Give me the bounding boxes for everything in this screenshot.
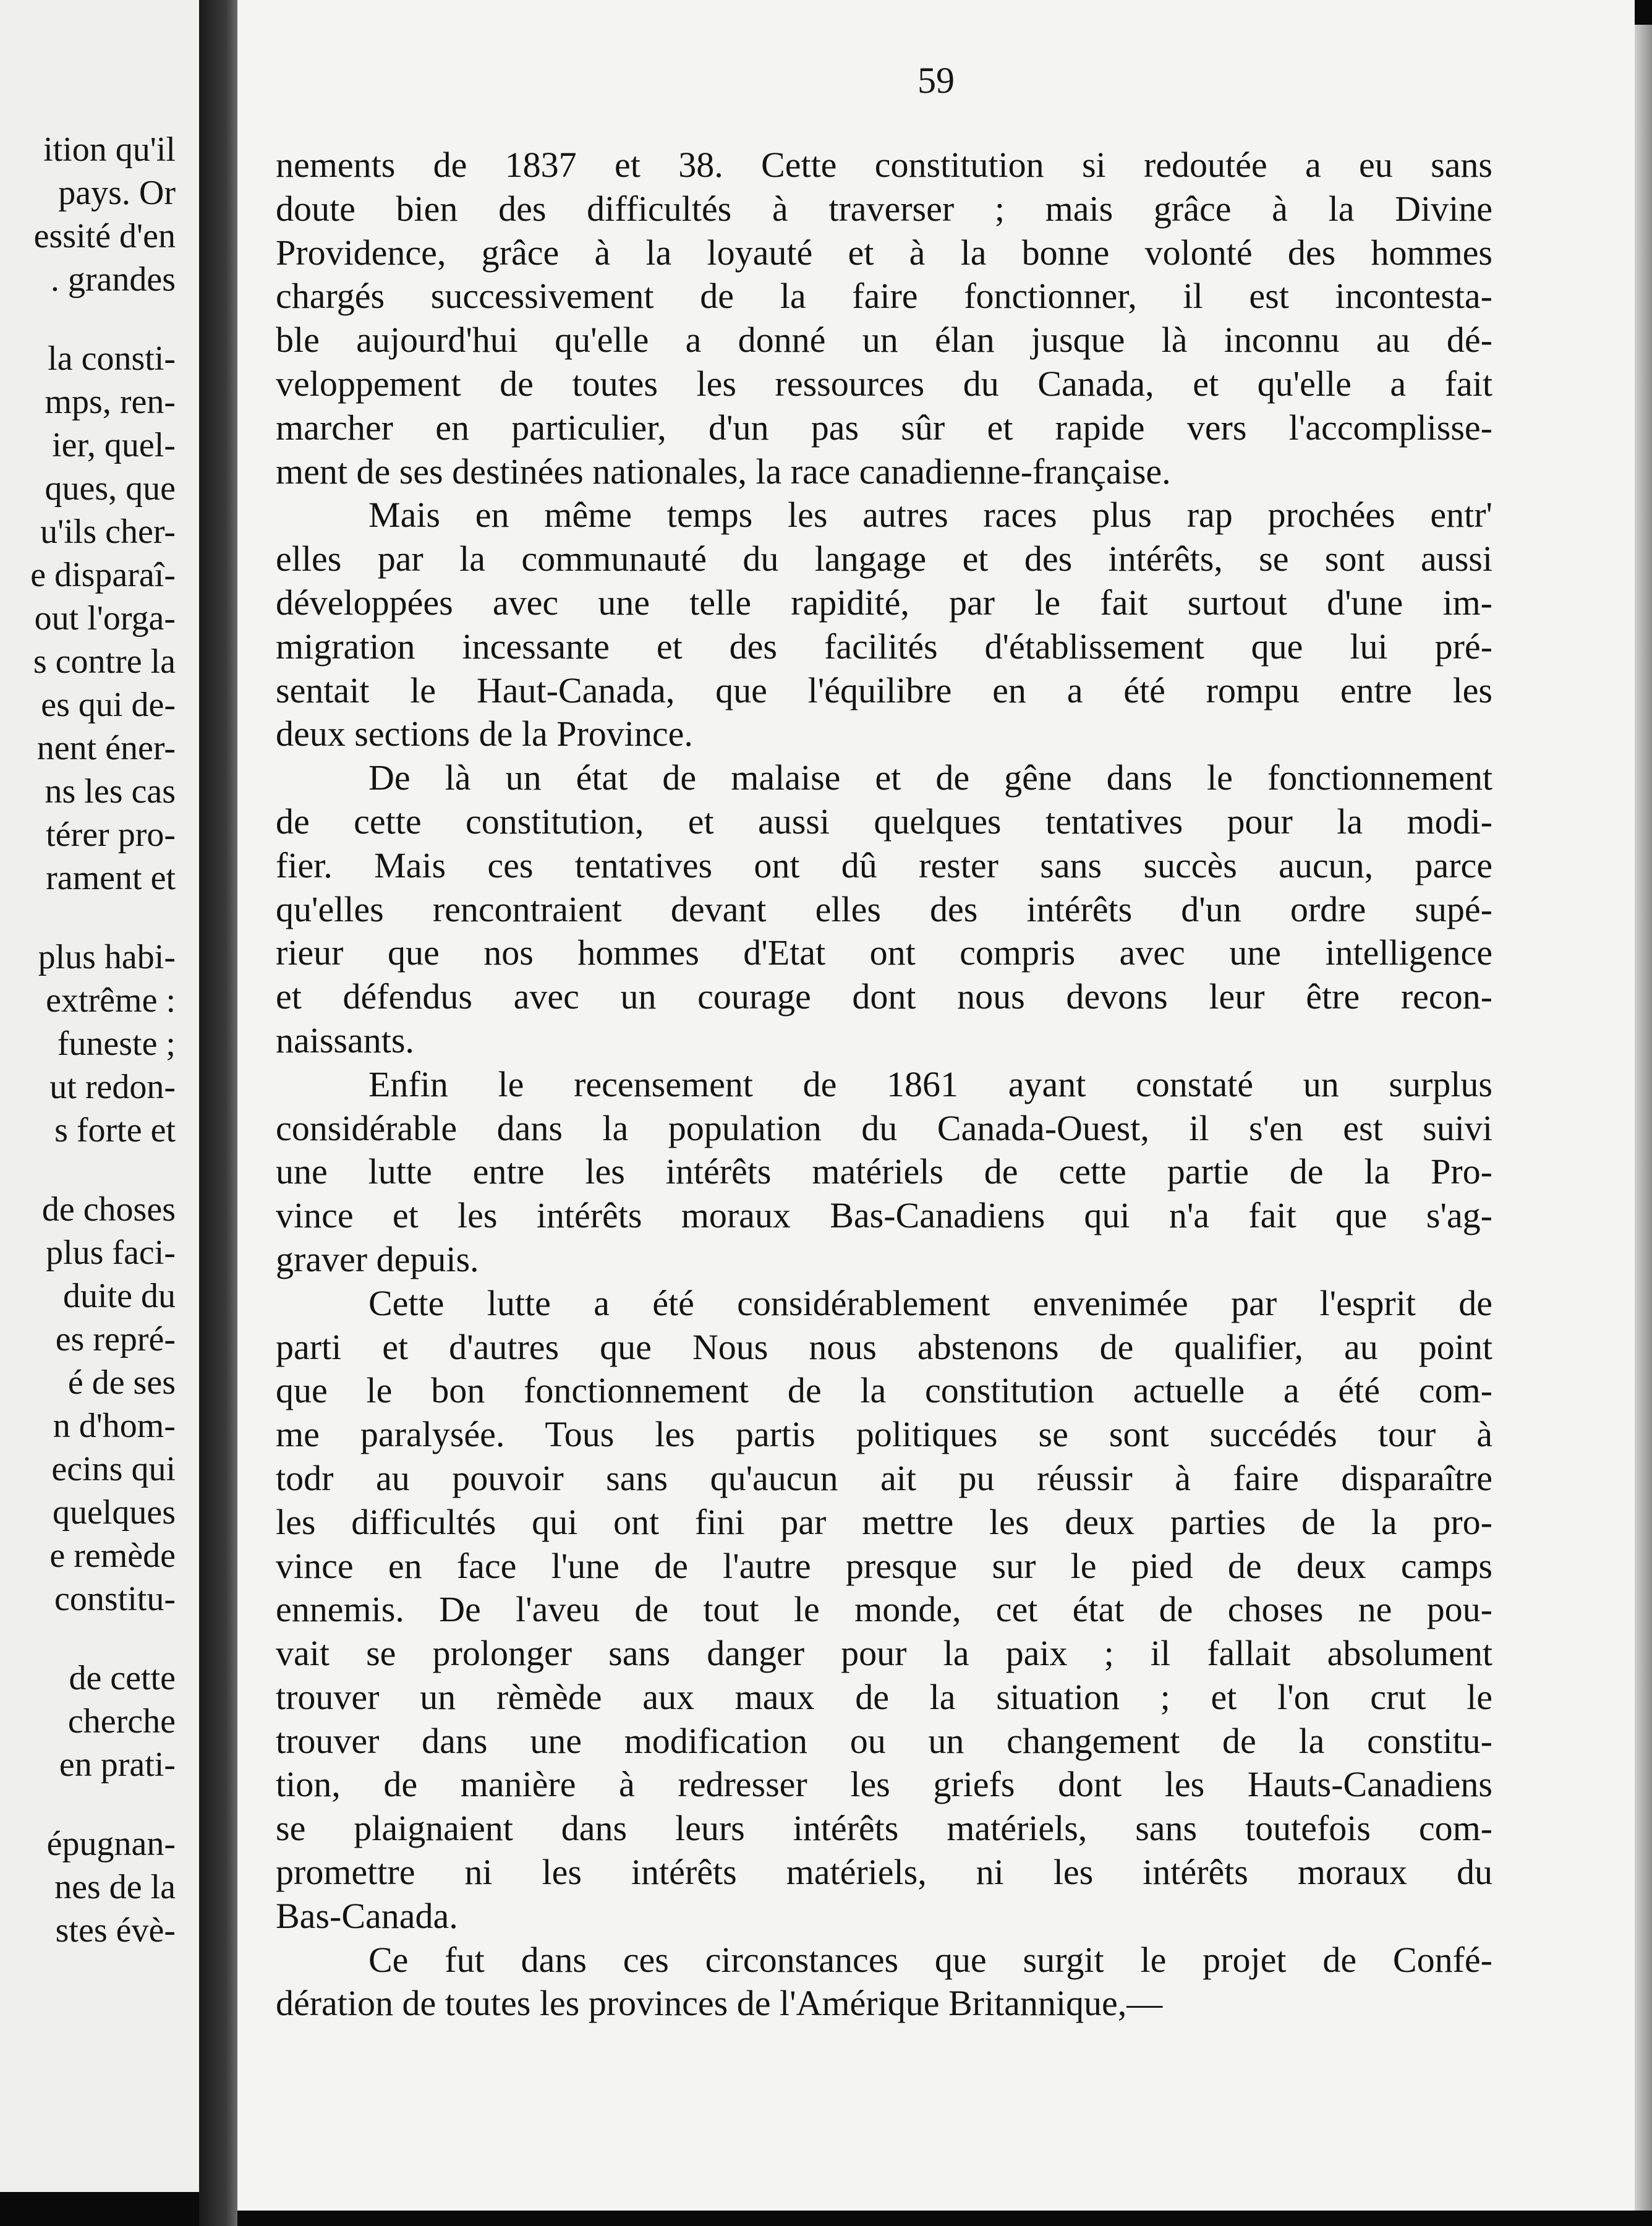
text-line: Enfin le recensement de 1861 ayant constaté un surplus [368, 1064, 1492, 1104]
text-line: les difficultés qui ont fini par mettre les deux parties de la pro- [276, 1501, 1492, 1542]
left-page-line: duite du [63, 1277, 176, 1315]
text-line: se plaignaient dans leurs intérêts matériels, sans toutefois com- [276, 1808, 1492, 1849]
text-line: marcher en particulier, d'un pas sûr et rapide vers l'accomplisse- [276, 407, 1492, 448]
left-page-line: de cette [69, 1659, 176, 1697]
text-line: rieur que nos hommes d'Etat ont compris avec une intelligence [276, 932, 1492, 973]
left-page-line: ier, quel- [52, 426, 176, 464]
text-line: et défendus avec un courage dont nous devons leur être recon- [276, 976, 1492, 1017]
page-number: 59 [918, 60, 955, 101]
text-line: Cette lutte a été considérablement envenimée par l'esprit de [368, 1282, 1492, 1323]
paragraph [276, 1938, 1492, 2026]
text-line: me paralysée. Tous les partis politiques se sont succédés tour à [276, 1414, 1492, 1455]
left-page-line: stes évè- [55, 1911, 176, 1950]
text-line: considérable dans la population du Canada-Ouest, il s'en est suivi [276, 1107, 1492, 1148]
left-page-line: nent éner- [36, 729, 176, 767]
left-page-line: quelques [52, 1493, 176, 1532]
text-line: chargés successivement de la faire fonctionner, il est incontesta- [276, 276, 1492, 317]
left-page-line: la consti- [48, 339, 176, 378]
text-line: ment de ses destinées nationales, la race canadienne-française. [276, 451, 1171, 492]
left-page-line: en prati- [59, 1746, 176, 1784]
left-page-line: ition qu'il [43, 130, 176, 169]
left-page-line: épugnan- [46, 1825, 176, 1863]
text-line: deux sections de la Province. [276, 714, 693, 754]
left-page-line: ns les cas [45, 772, 176, 811]
text-line: naissants. [276, 1020, 414, 1060]
text-line: tion, de manière à redresser les griefs dont les Hauts-Canadiens [276, 1764, 1492, 1805]
left-page-line: funeste ; [57, 1025, 176, 1063]
left-page-line: s contre la [33, 642, 176, 681]
body-text [276, 143, 1492, 2026]
left-page-line: nes de la [54, 1868, 176, 1906]
text-line: ennemis. De l'aveu de tout le monde, cet état de choses ne pou- [276, 1589, 1492, 1630]
text-line: sentait le Haut-Canada, que l'équilibre en a été rompu entre les [276, 670, 1492, 710]
text-line: de cette constitution, et aussi quelques tentatives pour la modi- [276, 801, 1492, 842]
text-line: qu'elles rencontraient devant elles des intérêts d'un ordre supé- [276, 889, 1492, 929]
text-line: Bas-Canada. [276, 1895, 458, 1936]
text-line: dération de toutes les provinces de l'Amérique Britannique,— [276, 1983, 1163, 2024]
left-page-line: ques, que [45, 469, 176, 508]
text-line: vince en face l'une de l'autre presque sur le pied de deux camps [276, 1545, 1492, 1586]
left-page-line: e disparaî- [30, 556, 176, 594]
paragraph [276, 493, 1492, 756]
text-line: vince et les intérêts moraux Bas-Canadiens qui n'a fait que s'ag- [276, 1195, 1492, 1236]
left-page-line: n d'hom- [53, 1407, 176, 1445]
left-page-line: ecins qui [51, 1450, 176, 1488]
text-line: doute bien des difficultés à traverser ; mais grâce à la Divine [276, 188, 1492, 229]
left-page-line: out l'orga- [34, 599, 176, 638]
text-line: parti et d'autres que Nous nous abstenons de qualifier, au point [276, 1326, 1492, 1367]
left-page-line: u'ils cher- [40, 513, 176, 551]
left-page-line: e remède [49, 1537, 176, 1575]
text-line: Mais en même temps les autres races plus rap prochées entr' [368, 495, 1492, 535]
left-page-line: rament et [46, 859, 176, 897]
text-line: De là un état de malaise et de gêne dans le fonctionnement [368, 757, 1492, 798]
text-line: fier. Mais ces tentatives ont dû rester sans succès aucun, parce [276, 845, 1492, 885]
left-page-line: extrême : [46, 981, 176, 1020]
left-page-line: mps, ren- [45, 383, 176, 421]
paragraph [276, 756, 1492, 1063]
text-line: graver depuis. [276, 1239, 479, 1279]
book-gutter [199, 0, 237, 2226]
left-page-line: constitu- [54, 1580, 176, 1618]
text-line: vait se prolonger sans danger pour la paix ; il fallait absolument [276, 1633, 1492, 1674]
paragraph [276, 1063, 1492, 1282]
text-line: todr au pouvoir sans qu'aucun ait pu réussir à faire disparaître [276, 1457, 1492, 1498]
left-page-line: es repré- [55, 1320, 176, 1358]
book-page [237, 0, 1635, 2211]
paragraph [276, 1282, 1492, 1938]
left-page-line: de choses [41, 1190, 176, 1229]
text-line: migration incessante et des facilités d'établissement que lui pré- [276, 626, 1492, 667]
text-line: trouver un rèmède aux maux de la situation ; et l'on crut le [276, 1676, 1492, 1717]
left-page-line: es qui de- [41, 686, 176, 724]
left-page-line: ut redon- [49, 1068, 176, 1106]
text-line: promettre ni les intérêts matériels, ni les intérêts moraux du [276, 1852, 1492, 1893]
text-line: elles par la communauté du langage et des intérêts, se sont aussi [276, 539, 1492, 579]
text-line: développées avec une telle rapidité, par le fait surtout d'une im- [276, 582, 1492, 623]
left-page-line: plus faci- [46, 1234, 176, 1272]
left-page-line: térer pro- [46, 816, 176, 854]
left-page-line: plus habi- [38, 938, 176, 976]
text-line: trouver dans une modification ou un changement de la constitu- [276, 1720, 1492, 1761]
text-line: nements de 1837 et 38. Cette constitution si redoutée a eu sans [276, 145, 1492, 185]
text-line: Providence, grâce à la loyauté et à la bonne volonté des hommes [276, 232, 1492, 273]
left-page-line: é de ses [67, 1363, 176, 1402]
text-line: Ce fut dans ces circonstances que surgit le projet de Confé- [368, 1939, 1492, 1980]
left-page-line: s forte et [54, 1111, 176, 1149]
left-page-line: pays. Or [58, 174, 176, 212]
left-page-line: essité d'en [33, 217, 176, 255]
text-line: ble aujourd'hui qu'elle a donné un élan jusque là inconnu au dé- [276, 320, 1492, 360]
paragraph [276, 143, 1492, 493]
text-line: veloppement de toutes les ressources du Canada, et qu'elle a fait [276, 363, 1492, 404]
previous-page-fragment [0, 0, 199, 2192]
text-line: une lutte entre les intérêts matériels de cette partie de la Pro- [276, 1151, 1492, 1192]
left-page-line: . grandes [50, 260, 176, 299]
left-page-line: cherche [67, 1702, 176, 1741]
text-line: que le bon fonctionnement de la constitution actuelle a été com- [276, 1370, 1492, 1411]
